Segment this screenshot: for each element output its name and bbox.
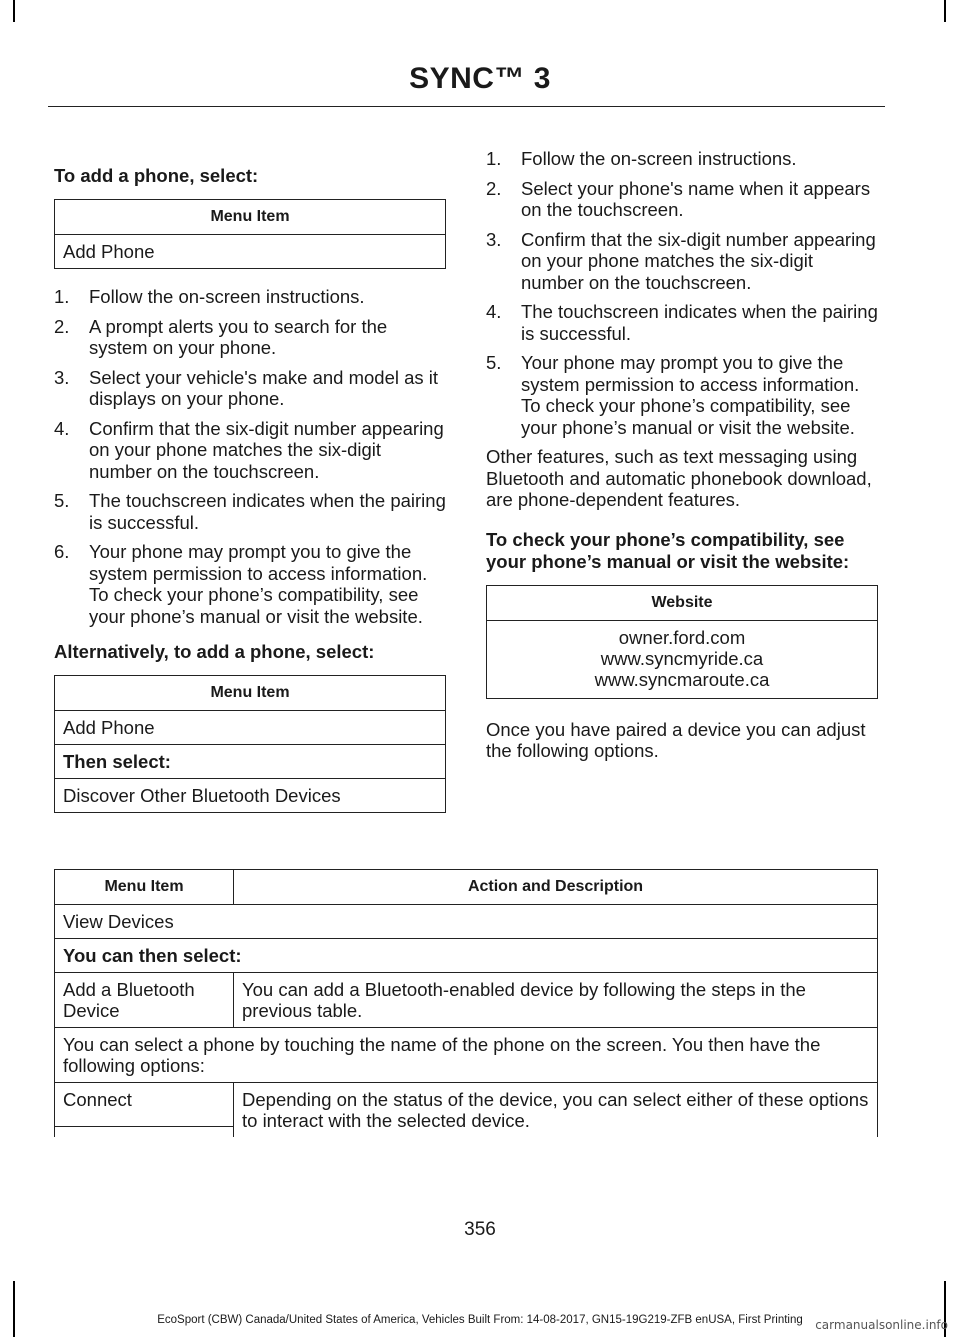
list-item: 5. The touchscreen indicates when the pairing is successful. [54,490,446,533]
list-item: 2. Select your phone's name when it appears on the touchscreen. [486,177,871,220]
table-cell: You can then select: [55,939,878,973]
bottom-table-wrap [54,869,878,1137]
alternative-heading: Alternatively, to add a phone, select: [54,641,375,662]
list-item: 2. A prompt alerts you to search for the system on your phone. [54,315,388,358]
add-phone-steps [54,286,446,627]
table-cell [55,1127,234,1138]
website-link[interactable]: www.syncmyride.ca [600,647,764,669]
table-cell: Then select: [55,745,446,779]
table-header: Menu Item [55,870,234,905]
website-link[interactable]: owner.ford.com [618,626,746,648]
table-cell: Connect [55,1083,234,1127]
table-cell: Add Phone [55,711,446,745]
table-cell: Add a Bluetooth Device [55,973,234,1028]
menu-table-1 [54,199,446,269]
list-item: 3. Confirm that the six-digit number appearing on your phone matches the six-digit number on the touchscreen. [486,228,876,293]
list-item: 1. Follow the on-screen instructions. [486,148,797,169]
list-item: 5. Your phone may prompt you to give the system permission to access information. To check your phone’s compatibility, see your phone’s manual or visit the website. [486,352,860,438]
table-cell: View Devices [55,905,878,939]
page-title: SYNC™ 3 [409,62,551,95]
list-item: 4. Confirm that the six-digit number appearing on your phone matches the six-digit number on the touchscreen. [54,417,444,482]
list-item: 6. Your phone may prompt you to give the system permission to access information. To check your phone’s compatibility, see your phone’s manual or visit the website. [54,541,428,627]
watermark: carmanualsonline.info [815,1318,948,1332]
crop-mark-bottom-left-v [13,1281,15,1337]
table-header: Menu Item [55,676,446,711]
table-cell: Add Phone [55,235,446,269]
menu-table-2 [54,675,446,813]
website-table [486,585,878,699]
header-divider [48,106,885,107]
website-link[interactable]: www.syncmaroute.ca [594,668,770,690]
table-header: Action and Description [234,870,878,905]
list-item: 4. The touchscreen indicates when the pairing is successful. [486,301,878,344]
pairing-steps [486,148,878,438]
left-column [54,165,446,813]
table-cell: You can add a Bluetooth-enabled device by following the steps in the previous table. [234,973,878,1028]
table-cell: Depending on the status of the device, you can select either of these options to interact with the selected device. [234,1083,878,1138]
footer-text: EcoSport (CBW) Canada/United States of America, Vehicles Built From: 14-08-2017, GN15-19G219-ZFB enUSA, First Printing [157,1314,803,1326]
compatibility-heading: To check your phone’s compatibility, see your phone’s manual or visit the website: [486,528,850,572]
add-phone-heading: To add a phone, select: [54,165,259,186]
right-column [486,148,878,762]
table-cell [487,620,878,698]
page-number: 356 [464,1219,496,1240]
list-item: 3. Select your vehicle's make and model as it displays on your phone. [54,366,439,409]
crop-mark-top-left-v [13,0,15,22]
table-cell: You can select a phone by touching the name of the phone on the screen. You then have the following options: [55,1028,878,1083]
other-features-text: Other features, such as text messaging using Bluetooth and automatic phonebook download, are phone-dependent features. [486,446,872,510]
options-table [54,869,878,1137]
paired-device-text: Once you have paired a device you can adjust the following options. [486,718,866,761]
table-cell: Discover Other Bluetooth Devices [55,779,446,813]
table-header: Menu Item [55,200,446,235]
list-item: 1. Follow the on-screen instructions. [54,286,365,307]
table-header: Website [487,585,878,620]
crop-mark-top-right-v [944,0,946,22]
